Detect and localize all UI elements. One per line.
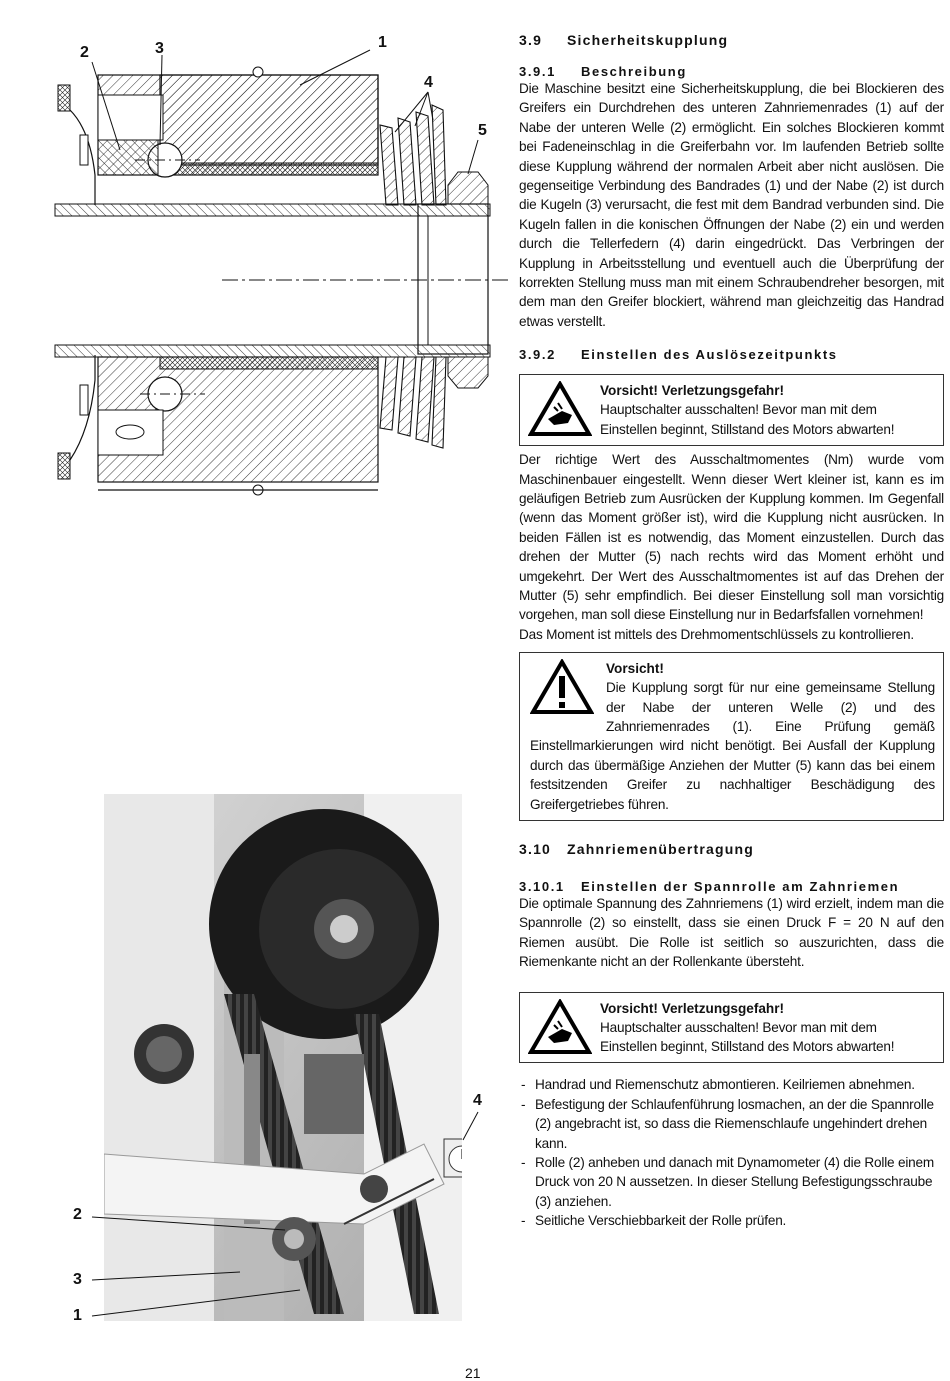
hand-injury-warning-icon	[528, 999, 592, 1055]
moment-paragraph: Der richtige Wert des Ausschaltmomentes (Nm) wurde vom Maschinenbauer eingestellt. Wenn dieser Wert kleiner ist, kann es im geläufigen Betrieb zum Ausrücken der Kupplung kommen. Im Gegenfall (wenn das Moment größer ist), wird die Kupplung nicht ausrücken. In beiden Fällen ist es notwendig, das Moment einzustellen. Durch das drehen der Mutter (5) nach rechts wird das Moment erhöht und umgekehrt. Der Wert des Ausschaltmomentes ist auf das Drehen der Mutter (5) sehr empfindlich. Bei dieser Einstellung soll man vorsichtig vorgehen, man soll diese Einstellung nur in Bedarfsfallen vornehmen!	[519, 452, 944, 623]
figure2-callout-1: 1	[73, 1307, 82, 1324]
figure1-callout-2: 2	[80, 44, 89, 61]
list-item: - Seitliche Verschiebbarkeit der Rolle prüfen.	[519, 1211, 944, 1230]
section-3-9-2-heading: 3.9.2 Einstellen des Auslösezeitpunkts	[519, 347, 838, 363]
figure1-callout-5: 5	[478, 122, 487, 139]
injury-warning-box-2: Vorsicht! Verletzungsgefahr! Hauptschalter ausschalten! Bevor man mit dem Einstellen beginnt, Stillstand des Motors abwarten!	[519, 992, 944, 1064]
section-3-10-1-heading: 3.10.1 Einstellen der Spannrolle am Zahnriemen	[519, 879, 900, 894]
caution-box: Vorsicht! Die Kupplung sorgt für nur eine gemeinsame Stellung der Nabe der unteren Welle (2) und des Zahnriemenrades (1). Eine Prüfung gemäß Einstellmarkierungen wird nicht benötigt. Bei Ausfall der Kupplung durch das übermäßige Anziehen der Mutter (5) kann das bei einem festsitzenden Greifer zu nachhaltiger Beschädigung des Greifergetriebes führen.	[519, 652, 944, 821]
list-item: - Handrad und Riemenschutz abmontieren. Keilriemen abnehmen.	[519, 1075, 944, 1094]
section-3-9-1-heading: 3.9.1 Beschreibung	[519, 64, 687, 79]
list-item: - Rolle (2) anheben und danach mit Dynamometer (4) die Rolle einem Druck von 20 N aussetzen. In dieser Stellung Befestigungsschraube (3) anziehen.	[519, 1153, 944, 1211]
description-paragraph: Die Maschine besitzt eine Sicherheitskupplung, die bei Blockieren des Greifers ein Durchdrehen des unteren Zahnriemenrades (1) auf der Nabe der unteren Welle (2) ermöglicht. Ein solches Blockieren kommt bei Fadeneinschlag in die Greiferbahn vor. Im laufenden Betrieb sollte diese Kupplung während der normalen Arbeit aber nicht auslösen. Die gegenseitige Verbindung des Bandrades (1) und der Nabe (2) ist durch die Kugeln (3) verursacht, die fest mit dem Bandrad verbunden sind. Die Kugeln fallen in die konischen Öffnungen der Nabe (2) ein und werden durch die Tellerfedern (4) darin eingedrückt. Das Verbringen der Kupplung in Arbeitsstellung und eventuell auch die Überprüfung der korrekten Stellung muss man mit einem Schraubendreher besorgen, mit dem man den Greifer blockiert, während man gleichzeitig das Handrad etwas verstellt.	[519, 81, 944, 329]
figure1-callout-1: 1	[378, 34, 387, 51]
exclamation-warning-icon	[530, 659, 594, 715]
belt-tensioner-photo	[104, 794, 462, 1321]
moment-check-line: Das Moment ist mittels des Drehmomentschlüssels zu kontrollieren.	[519, 626, 914, 642]
hand-injury-warning-icon	[528, 381, 592, 437]
figure1-callout-3: 3	[155, 40, 164, 57]
text-column	[519, 28, 944, 1231]
section-3-10-heading: 3.10 Zahnriemenübertragung	[519, 841, 754, 857]
figure2-callout-3: 3	[73, 1271, 82, 1288]
tensioner-paragraph: Die optimale Spannung des Zahnriemens (1) wird erzielt, indem man die Spannrolle (2) so einstellt, dass sie einen Druck F = 20 N auf den Riemen ausübt. Die Rolle ist seitlich so auszurichten, dass die Riemenkante nicht an der Rollenkante übersteht.	[519, 896, 944, 970]
page-number: 21	[465, 1365, 481, 1381]
injury-warning-box: Vorsicht! Verletzungsgefahr! Hauptschalter ausschalten! Bevor man mit dem Einstellen beginnt, Stillstand des Motors abwarten!	[519, 374, 944, 446]
section-3-9-heading: 3.9 Sicherheitskupplung	[519, 32, 729, 48]
procedure-steps	[519, 1075, 944, 1230]
figure2-callout-4: 4	[473, 1092, 482, 1109]
list-item: - Befestigung der Schlaufenführung losmachen, an der die Spannrolle (2) angebracht ist, so dass die Riemenschlaufe ungehindert drehen kann.	[519, 1095, 944, 1153]
clutch-cross-section-drawing	[0, 0, 510, 510]
figure2-callout-2: 2	[73, 1206, 82, 1223]
figure1-callout-4: 4	[424, 74, 433, 91]
